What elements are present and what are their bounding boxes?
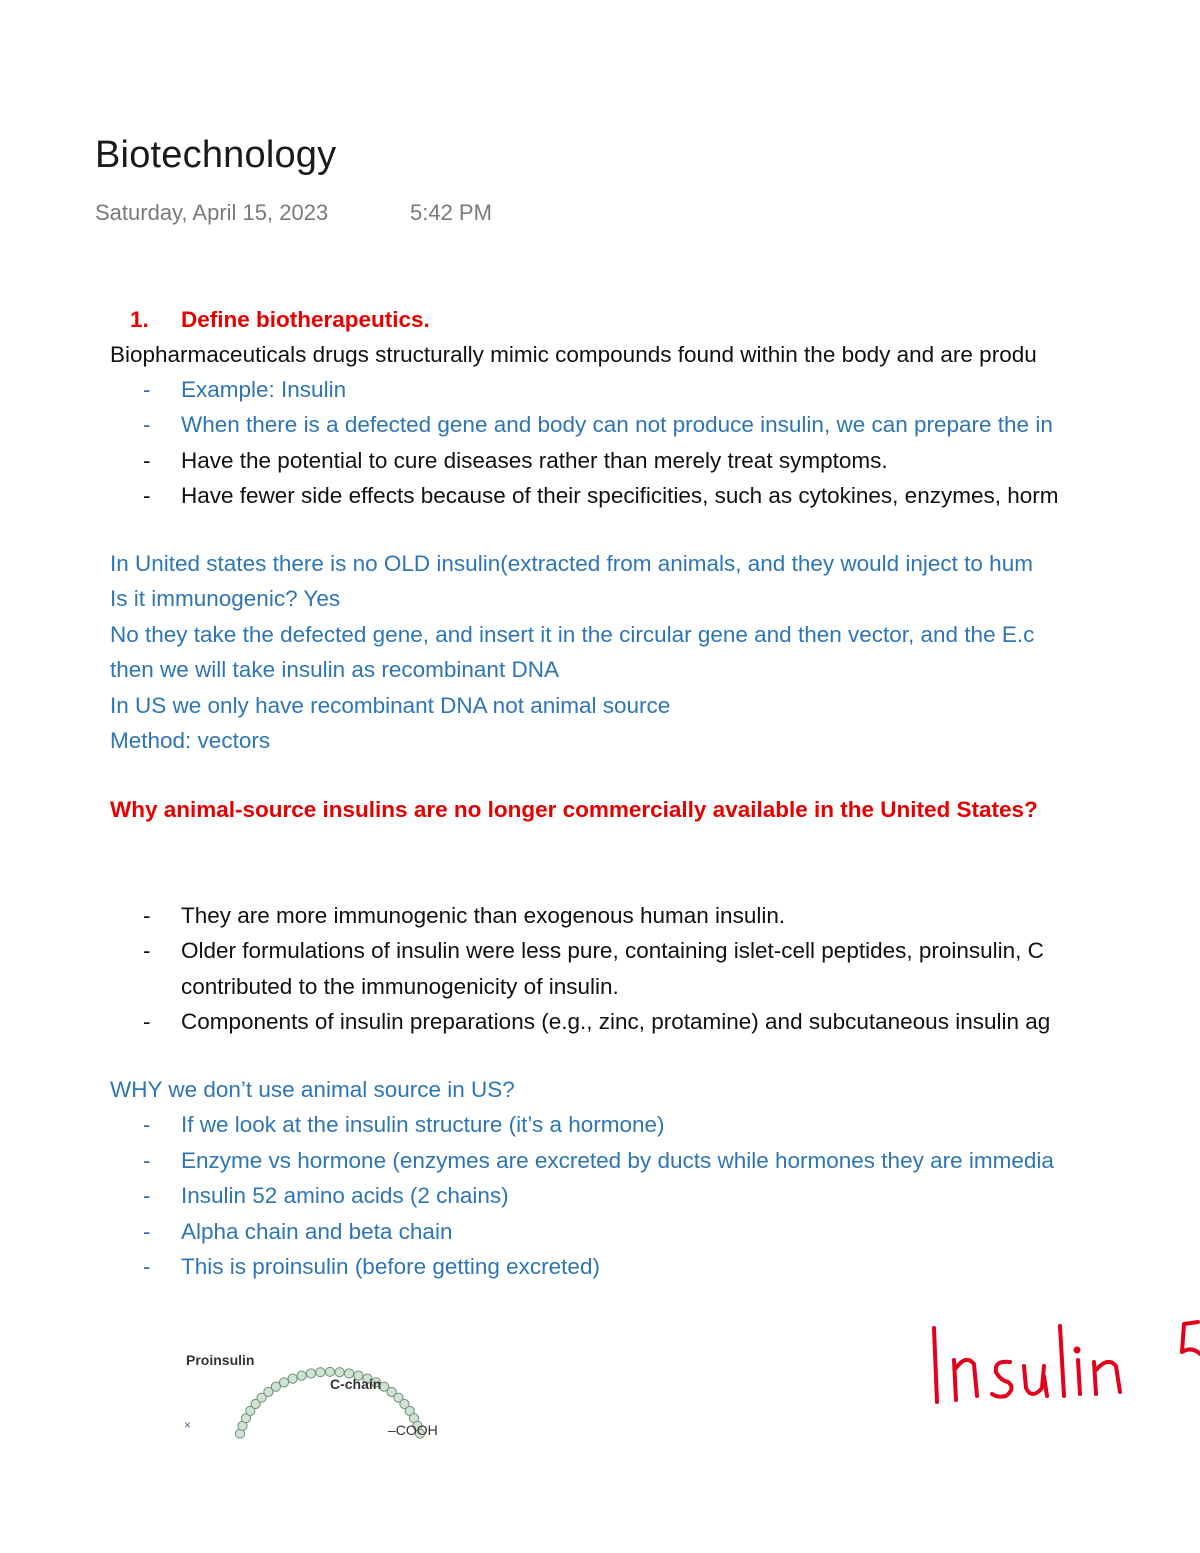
list-item: They are more immunogenic than exogenous human insulin.: [181, 903, 786, 928]
list-item: Enzyme vs hormone (enzymes are excreted by ducts while hormones they are immedia: [181, 1148, 1054, 1173]
bullet-marker: -: [143, 377, 151, 402]
amino-acid-bead: [288, 1374, 297, 1383]
list-item: Have fewer side effects because of their specificities, such as cytokines, enzymes, horm: [181, 483, 1059, 508]
list-item: Alpha chain and beta chain: [181, 1219, 453, 1244]
bullet-marker: -: [143, 483, 151, 508]
proinsulin-label: Proinsulin: [186, 1352, 255, 1368]
handwriting-ink: [920, 1310, 1200, 1420]
list-item: Older formulations of insulin were less pure, containing islet-cell peptides, proinsulin, C: [181, 938, 1044, 963]
note-line: In United states there is no OLD insulin(extracted from animals, and they would inject to hum: [110, 551, 1033, 576]
bullet-marker: -: [143, 1009, 151, 1034]
c-chain-label: C-chain: [330, 1376, 382, 1392]
amino-acid-bead: [279, 1378, 288, 1387]
note-line: Is it immunogenic? Yes: [110, 586, 341, 611]
cooh-label: –COOH: [388, 1422, 438, 1438]
amino-acid-bead: [316, 1368, 325, 1377]
bullet-marker: -: [143, 1148, 151, 1173]
bullet-marker: -: [143, 938, 151, 963]
bullet-marker: -: [143, 412, 151, 437]
paragraph: Biopharmaceuticals drugs structurally mimic compounds found within the body and are produ: [110, 342, 1037, 367]
section-heading: Define biotherapeutics.: [181, 307, 430, 332]
page-title: Biotechnology: [95, 134, 337, 176]
bullet-marker: -: [143, 1112, 151, 1137]
bullet-marker: -: [143, 448, 151, 473]
note-line: No they take the defected gene, and insert it in the circular gene and then vector, and the E.c: [110, 622, 1035, 647]
note-line: In US we only have recombinant DNA not animal source: [110, 693, 671, 718]
bullet-marker: -: [143, 1219, 151, 1244]
list-item: When there is a defected gene and body can not produce insulin, we can prepare the in: [181, 412, 1053, 437]
section-heading: WHY we don’t use animal source in US?: [110, 1077, 515, 1102]
page-time: 5:42 PM: [410, 200, 492, 225]
list-item-continuation: contributed to the immunogenicity of insulin.: [181, 974, 619, 999]
section-number: 1.: [130, 307, 149, 332]
page-date: Saturday, April 15, 2023: [95, 200, 329, 225]
question-heading: Why animal-source insulins are no longer commercially available in the United States?: [110, 797, 1038, 822]
bullet-marker: -: [143, 1254, 151, 1279]
list-item: This is proinsulin (before getting excreted): [181, 1254, 600, 1279]
list-item: Insulin 52 amino acids (2 chains): [181, 1183, 509, 1208]
proinsulin-diagram: [180, 1340, 500, 1440]
bullet-marker: -: [143, 1183, 151, 1208]
list-item: Have the potential to cure diseases rather than merely treat symptoms.: [181, 448, 888, 473]
bullet-marker: -: [143, 903, 151, 928]
svg-text:×: ×: [184, 1418, 192, 1432]
list-item: Example: Insulin: [181, 377, 347, 402]
list-item: Components of insulin preparations (e.g., zinc, protamine) and subcutaneous insulin ag: [181, 1009, 1051, 1034]
list-item: If we look at the insulin structure (it’s a hormone): [181, 1112, 665, 1137]
amino-acid-bead: [306, 1369, 315, 1378]
amino-acid-bead: [297, 1371, 306, 1380]
note-line: then we will take insulin as recombinant DNA: [110, 657, 559, 682]
note-line: Method: vectors: [110, 728, 271, 753]
handwritten-annotation: [920, 1310, 1200, 1420]
